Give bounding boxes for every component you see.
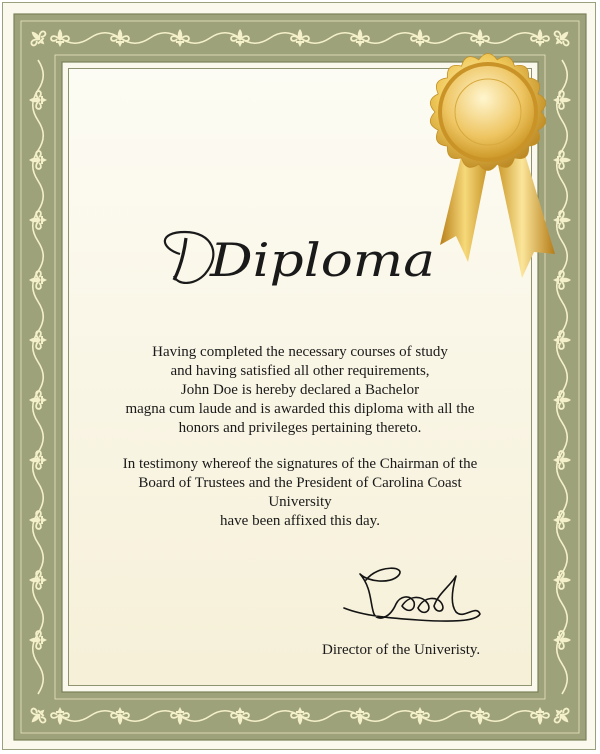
statement-paragraph (80, 343, 520, 438)
testimony-line: Board of Trustees and the President of Carolina Coast (138, 475, 462, 491)
statement-line: magna cum laude and is awarded this diploma with all the (125, 401, 475, 417)
signature-caption: Director of the Univeristy. (322, 642, 481, 658)
statement-line: John Doe is hereby declared a Bachelor (180, 382, 420, 398)
testimony-line: In testimony whereof the signatures of the Chairman of the (122, 456, 478, 472)
statement-line: honors and privileges pertaining thereto. (178, 420, 422, 436)
testimony-line: University (268, 494, 332, 510)
diploma-title (150, 218, 450, 298)
gold-seal-icon (410, 40, 570, 300)
testimony-paragraph (80, 455, 520, 531)
statement-line: Having completed the necessary courses of study (152, 344, 448, 360)
diploma-title-text: Diploma (208, 233, 435, 287)
statement-line: and having satisfied all other requirements, (170, 363, 430, 379)
signature (338, 560, 498, 632)
testimony-line: have been affixed this day. (220, 513, 380, 529)
